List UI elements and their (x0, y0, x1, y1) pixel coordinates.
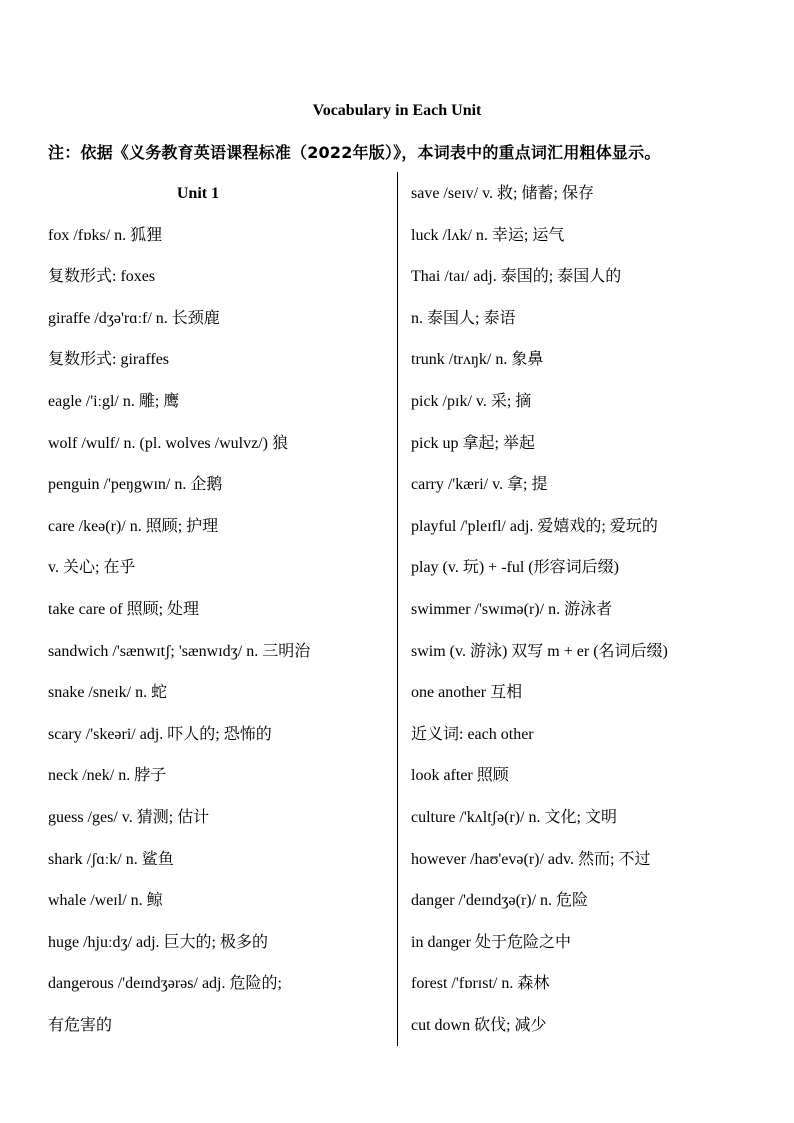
vocab-entry: 复数形式: foxes (48, 268, 156, 286)
vocab-entry: wolf /wulf/ n. (pl. wolves /wulvz/) 狼 (48, 434, 288, 452)
page-title: Vocabulary in Each Unit (312, 102, 482, 119)
vocab-entry: in danger 处于危险之中 (411, 933, 571, 951)
vocab-entry: luck /lʌk/ n. 幸运; 运气 (411, 226, 565, 244)
vocab-entry: sandwich /'sænwɪtʃ; 'sænwɪdʒ/ n. 三明治 (48, 642, 311, 660)
vocab-entry: 有危害的 (48, 1016, 113, 1034)
vocab-entry: Thai /taɪ/ adj. 泰国的; 泰国人的 (411, 268, 622, 286)
page-note: 注：依据《义务教育英语课程标准（2022年版）》，本词表中的重点词汇用粗体显示。 (48, 143, 661, 162)
vocab-entry: snake /sneɪk/ n. 蛇 (48, 684, 168, 702)
vocab-entry: eagle /'iːgl/ n. 雕; 鹰 (48, 392, 180, 410)
vocab-entry: look after 照顾 (411, 767, 509, 785)
vocab-entry: penguin /'peŋgwɪn/ n. 企鹅 (48, 476, 223, 494)
vocab-entry: pick /pɪk/ v. 采; 摘 (411, 392, 532, 410)
vocab-entry: fox /fɒks/ n. 狐狸 (48, 226, 163, 244)
vocab-entry: guess /ges/ v. 猜测; 估计 (48, 808, 210, 826)
vocab-entry: whale /weɪl/ n. 鲸 (48, 892, 163, 910)
vocab-entry: one another 互相 (411, 684, 523, 702)
vocab-entry: 近义词: each other (411, 725, 534, 743)
vocab-entry: v. 关心; 在乎 (48, 559, 136, 577)
left-column (48, 179, 388, 1052)
vocab-entry: n. 泰国人; 泰语 (411, 309, 516, 327)
vocab-entry: giraffe /dʒə'rɑːf/ n. 长颈鹿 (48, 309, 220, 327)
vocab-entry: pick up 拿起; 举起 (411, 434, 535, 452)
vocab-entry: danger /'deɪndʒə(r)/ n. 危险 (411, 892, 589, 910)
column-divider (397, 172, 398, 1046)
vocab-entry: neck /nek/ n. 脖子 (48, 767, 167, 785)
vocab-entry: huge /hjuːdʒ/ adj. 巨大的; 极多的 (48, 933, 268, 951)
vocab-entry: carry /'kæri/ v. 拿; 提 (411, 476, 548, 494)
vocab-entry: dangerous /'deɪndʒərəs/ adj. 危险的; (48, 975, 282, 993)
vocab-entry: 复数形式: giraffes (48, 351, 170, 369)
vocab-entry: take care of 照顾; 处理 (48, 600, 200, 618)
vocab-entry: care /keə(r)/ n. 照顾; 护理 (48, 517, 219, 535)
vocab-entry: shark /ʃɑːk/ n. 鲨鱼 (48, 850, 174, 868)
vocab-entry: trunk /trʌŋk/ n. 象鼻 (411, 351, 544, 369)
vocab-entry: culture /'kʌltʃə(r)/ n. 文化; 文明 (411, 808, 617, 826)
vocab-entry: playful /'pleɪfl/ adj. 爱嬉戏的; 爱玩的 (411, 517, 658, 535)
vocab-entry: play (v. 玩) + -ful (形容词后缀) (411, 559, 619, 577)
vocab-entry: swim (v. 游泳) 双写 m + er (名词后缀) (411, 642, 668, 660)
unit-heading: Unit 1 (176, 185, 220, 202)
vocab-entry: cut down 砍伐; 减少 (411, 1016, 547, 1034)
vocab-entry: save /seɪv/ v. 救; 储蓄; 保存 (411, 185, 594, 202)
right-column (411, 179, 771, 1052)
vocab-entry: swimmer /'swɪmə(r)/ n. 游泳者 (411, 600, 613, 618)
vocab-entry: forest /'fɒrɪst/ n. 森林 (411, 975, 550, 993)
vocab-entry: however /haʊ'evə(r)/ adv. 然而; 不过 (411, 850, 651, 868)
vocab-entry: scary /'skeəri/ adj. 吓人的; 恐怖的 (48, 725, 272, 743)
